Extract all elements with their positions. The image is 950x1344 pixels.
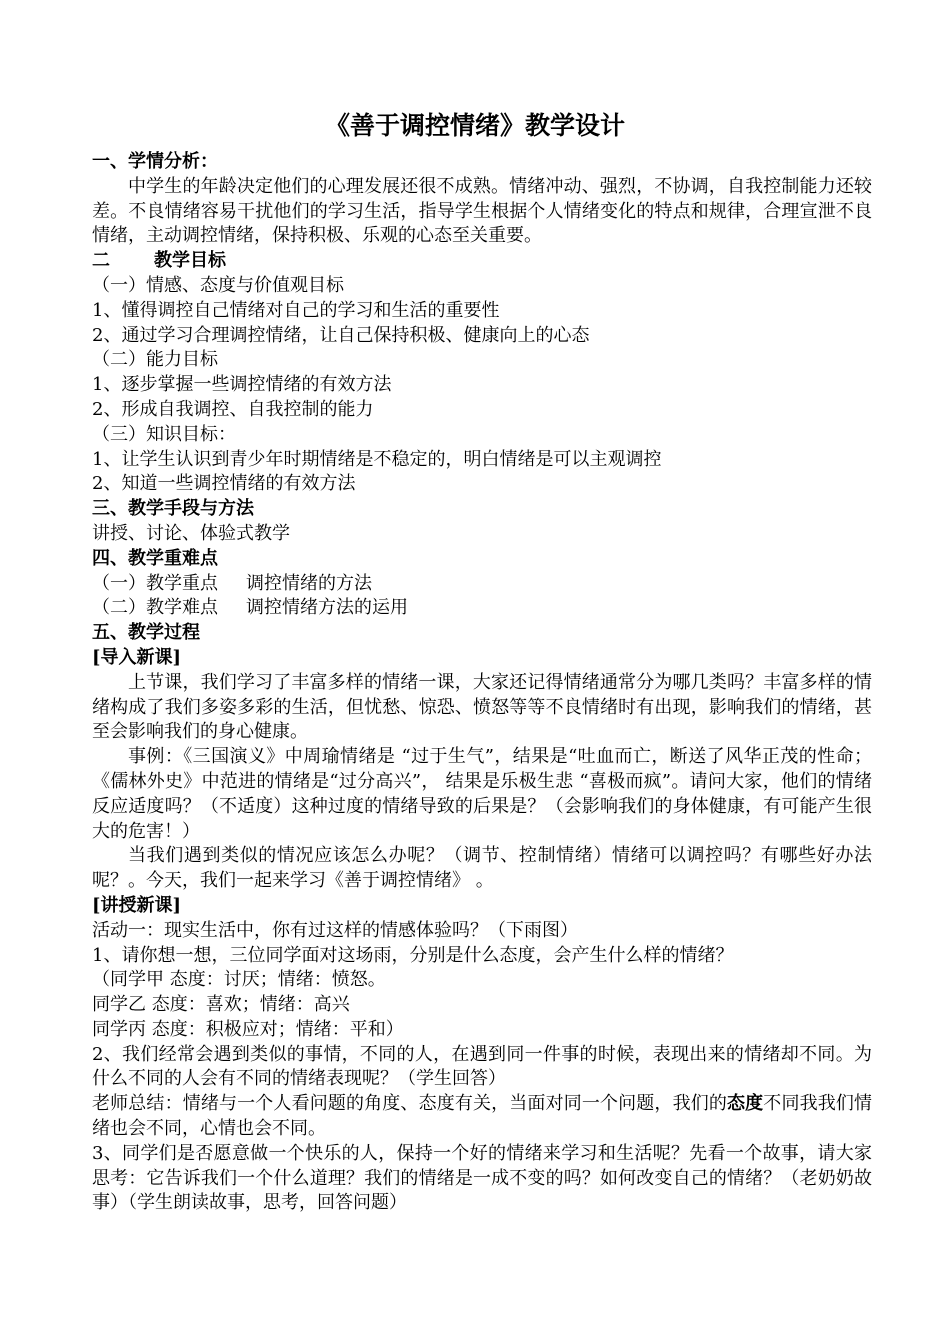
- answer-student-c: 同学丙 态度：积极应对；情绪：平和）: [92, 1018, 404, 1040]
- key-point-line: [92, 572, 872, 597]
- section-1-heading: 一、学情分析：: [92, 151, 218, 172]
- section-1-paragraph: 中学生的年龄决定他们的心理发展还很不成熟。情绪冲动、强烈，不协调，自我控制能力还较差。不良情绪容易干扰他们的学习生活，指导学生根据个人情绪变化的特点和规律，合理宣泄不良情绪，主动调控情绪，保持积极、乐观的心态至关重要。: [92, 175, 872, 247]
- summary-text-b: 不同我我们情绪也会不同，心情也会不同。: [92, 1093, 873, 1140]
- goal-1-1: 1、懂得调控自己情绪对自己的学习和生活的重要性: [92, 299, 500, 321]
- intro-paragraph-1: 上节课，我们学习了丰富多样的情绪一课，大家还记得情绪通常分为哪几类吗？丰富多样的情绪构成了我们多姿多彩的生活，但忧愁、惊恐、愤怒等等不良情绪时有出现，影响我们的情绪，甚至会影响我们的身心健康。: [92, 671, 872, 743]
- question-1: 1、请你想一想，三位同学面对这场雨，分别是什么态度，会产生什么样的情绪？: [92, 944, 734, 966]
- key-point-text: 调控情绪的方法: [246, 572, 372, 594]
- question-3: 3、同学们是否愿意做一个快乐的人，保持一个好的情绪来学习和生活呢？先看一个故事，请大家思考：它告诉我们一个什么道理？我们的情绪是一成不变的吗？如何改变自己的情绪？（老奶奶故事）（学生朗读故事，思考，回答问题）: [92, 1142, 872, 1214]
- goal-3-1: 1、让学生认识到青少年时期情绪是不稳定的，明白情绪是可以主观调控: [92, 448, 662, 470]
- key-point-label: （一）教学重点: [92, 572, 218, 594]
- answer-student-b: 同学乙 态度：喜欢；情绪：高兴: [92, 994, 350, 1016]
- section-5-heading: 五、教学过程: [92, 622, 200, 644]
- document-title: 《善于调控情绪》教学设计: [324, 111, 625, 140]
- teach-tag: [讲授新课]: [92, 894, 182, 916]
- section-3-text: 讲授、讨论、体验式教学: [92, 522, 290, 544]
- section-4-heading: 四、教学重难点: [92, 547, 218, 569]
- intro-tag: [导入新课]: [92, 646, 182, 668]
- intro-paragraph-3: 当我们遇到类似的情况应该怎么办呢？（调节、控制情绪）情绪可以调控吗？有哪些好办法呢？。今天，我们一起来学习《善于调控情绪》 。: [92, 845, 872, 892]
- section-2-title: 教学目标: [154, 250, 226, 272]
- section-2-heading: [92, 249, 872, 274]
- summary-emphasis: 态度: [727, 1093, 764, 1115]
- difficult-point-text: 调控情绪方法的运用: [246, 597, 408, 619]
- intro-paragraph-2: 事例：《三国演义》中周瑜情绪是 “过于生气”，结果是“吐血而亡，断送了风华正茂的性命；《儒林外史》中范进的情绪是“过分高兴”， 结果是乐极生悲 “喜极而疯”。请问大家，他们的情绪反应适度吗？（不适度）这种过度的情绪导致的后果是？（会影响我们的身体健康，有可能产生很大的危害！）: [92, 746, 872, 842]
- goal-group-2: （二）能力目标: [92, 349, 218, 371]
- question-2: 2、我们经常会遇到类似的事情，不同的人，在遇到同一件事的时候，表现出来的情绪却不同。为什么不同的人会有不同的情绪表现呢？（学生回答）: [92, 1043, 872, 1090]
- goal-3-2: 2、知道一些调控情绪的有效方法: [92, 473, 356, 495]
- activity-1: 活动一：现实生活中，你有过这样的情感体验吗？（下雨图）: [92, 919, 578, 941]
- document-body: [92, 150, 872, 1216]
- summary-text-a: 老师总结：情绪与一个人看问题的角度、态度有关，当面对同一个问题，我们的: [92, 1093, 727, 1115]
- section-3-heading: 三、教学手段与方法: [92, 498, 254, 520]
- teacher-summary: [92, 1092, 872, 1142]
- answer-student-a: （同学甲 态度：讨厌；情绪：愤怒。: [92, 969, 386, 991]
- difficult-point-line: [92, 596, 872, 621]
- goal-group-1: （一）情感、态度与价值观目标: [92, 274, 344, 296]
- section-2-number: 二: [92, 250, 110, 272]
- goal-1-2: 2、通过学习合理调控情绪，让自己保持积极、健康向上的心态: [92, 324, 590, 346]
- goal-group-3: （三）知识目标：: [92, 423, 236, 445]
- goal-2-1: 1、逐步掌握一些调控情绪的有效方法: [92, 374, 392, 396]
- difficult-point-label: （二）教学难点: [92, 597, 218, 619]
- goal-2-2: 2、形成自我调控、自我控制的能力: [92, 398, 374, 420]
